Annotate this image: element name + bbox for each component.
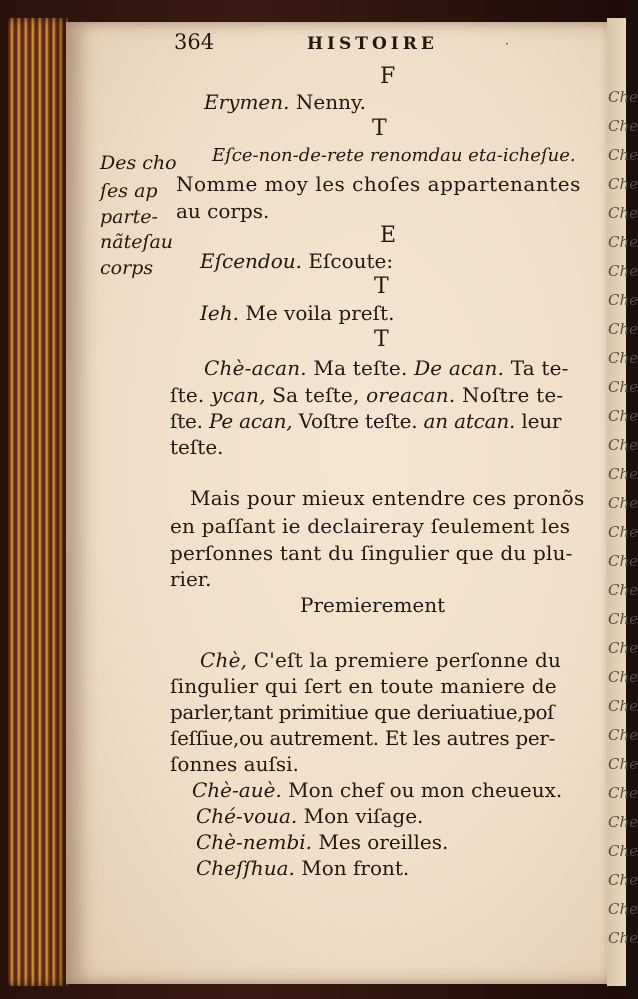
paragraph-line	[200, 648, 561, 672]
next-page-fragment: Che	[608, 407, 638, 425]
head-vocabulary-line	[170, 409, 561, 433]
next-page-fragment: Che	[608, 755, 638, 773]
running-title: HISTOIRE	[307, 34, 438, 54]
entry-line	[200, 301, 394, 325]
term: Erymen.	[204, 90, 290, 114]
next-page-fragment: Che	[608, 378, 638, 396]
gloss: Voſtre teſte.	[292, 409, 424, 433]
term: Ché-voua.	[196, 804, 298, 828]
entry-line: Eſce-non-de-rete renomdau eta-icheſue.	[212, 145, 576, 166]
marginal-note-line: ſes ap	[100, 180, 158, 202]
term: ycan,	[211, 383, 266, 407]
next-page-fragment: Che	[608, 726, 638, 744]
term: Chè,	[200, 648, 248, 672]
gilded-page-edges	[8, 18, 68, 986]
speaker-letter-t: T	[372, 116, 387, 141]
next-page-fragment: Che	[608, 436, 638, 454]
gloss: C'eſt la premiere perſonne du	[247, 648, 562, 672]
head-vocabulary-line	[204, 356, 569, 380]
marginal-note-line: Des cho	[100, 152, 177, 174]
term: Pe acan,	[209, 409, 293, 433]
gloss: Nenny.	[289, 90, 366, 114]
next-page-fragment: Che	[608, 233, 638, 251]
speaker-letter-t: T	[374, 327, 389, 352]
marginal-note-line: parte-	[100, 206, 158, 228]
next-page-fragment: Che	[608, 291, 638, 309]
term: Chè-nembi.	[196, 830, 313, 854]
paragraph-line: ſeſſiue,ou autrement. Et les autres per-	[170, 726, 556, 750]
next-page-fragment: Che	[608, 465, 638, 483]
next-page-fragment: Che	[608, 929, 638, 947]
example-line	[192, 778, 562, 802]
term: Eſcendou.	[200, 249, 303, 273]
next-page-fragment: Che	[608, 581, 638, 599]
example-line	[196, 804, 423, 828]
next-page-fragment: Che	[608, 784, 638, 802]
head-vocabulary-line	[170, 435, 224, 459]
next-page-fragment: Che	[608, 349, 638, 367]
next-page-fragment: Che	[608, 146, 638, 164]
next-page-fragment: Che	[608, 175, 638, 193]
paragraph-line: rier.	[170, 567, 212, 591]
gloss: Mes oreilles.	[312, 830, 449, 854]
next-page-fragment: Che	[608, 320, 638, 338]
term: Chè-acan.	[204, 356, 307, 380]
next-page-fragment: Che	[608, 842, 638, 860]
entry-line: Nomme moy les choſes appartenantes	[176, 172, 581, 196]
next-page-fragment: Che	[608, 639, 638, 657]
next-page-fragment: Che	[608, 871, 638, 889]
paragraph-line: Mais pour mieux entendre ces pronõs	[190, 486, 585, 510]
next-page-fragment: Che	[608, 88, 638, 106]
example-line	[196, 830, 448, 854]
gloss: Mon viſage.	[297, 804, 424, 828]
gloss: leur	[515, 409, 562, 433]
paragraph-line: ſonnes auſsi.	[170, 752, 299, 776]
term: an atcan.	[423, 409, 516, 433]
next-page-fragment: Che	[608, 262, 638, 280]
paragraph-line: parler,tant primitiue que deriuatiue,poſ	[170, 700, 555, 724]
next-page-fragment: Che	[608, 668, 638, 686]
next-page-fragment: Che	[608, 494, 638, 512]
gloss: teſte.	[170, 435, 224, 459]
gloss: Ma teſte.	[306, 356, 415, 380]
speaker-letter-t: T	[374, 274, 389, 299]
next-page-fragment: Che	[608, 610, 638, 628]
marginal-note-line: corps	[100, 257, 154, 279]
gloss: ſte.	[170, 409, 209, 433]
header-ornament: ·	[505, 37, 509, 51]
page-number: 364	[174, 30, 215, 54]
next-page-fragment: Che	[608, 697, 638, 715]
term: oreacan.	[366, 383, 456, 407]
next-page-fragment: Che	[608, 117, 638, 135]
term: Cheſſhua.	[196, 856, 295, 880]
gloss: Mon front.	[294, 856, 410, 880]
next-page-fragment: Che	[608, 552, 638, 570]
term: Ieh.	[200, 301, 239, 325]
term: De acan.	[414, 356, 505, 380]
next-page-fragment: Che	[608, 900, 638, 918]
speaker-letter-e: E	[380, 223, 397, 248]
gloss: Eſcoute:	[302, 249, 394, 273]
entry-line: au corps.	[176, 199, 270, 223]
entry-line	[200, 249, 393, 273]
gloss: Me voila preſt.	[238, 301, 395, 325]
marginal-note-line: nãteſau	[100, 231, 174, 253]
next-page-strip	[607, 18, 638, 986]
entry-line	[204, 90, 366, 114]
gloss: Ta te-	[504, 356, 569, 380]
gloss: Noſtre te-	[455, 383, 564, 407]
term: Chè-auè.	[192, 778, 282, 802]
speaker-letter-f: F	[380, 64, 396, 89]
gloss: Mon chef ou mon cheueux.	[281, 778, 563, 802]
gloss: Sa teſte,	[265, 383, 367, 407]
subheading: Premierement	[300, 593, 446, 617]
paragraph-line: en paſſant ie declaireray ſeulement les	[170, 514, 571, 538]
paragraph-line: perſonnes tant du ſingulier que du plu-	[170, 541, 573, 565]
gloss: ſte.	[170, 383, 211, 407]
next-page-fragment: Che	[608, 813, 638, 831]
example-line	[196, 856, 409, 880]
head-vocabulary-line	[170, 383, 563, 407]
next-page-fragment: Che	[608, 204, 638, 222]
next-page-fragment: Che	[608, 523, 638, 541]
paragraph-line: ſingulier qui ſert en toute maniere de	[170, 674, 557, 698]
